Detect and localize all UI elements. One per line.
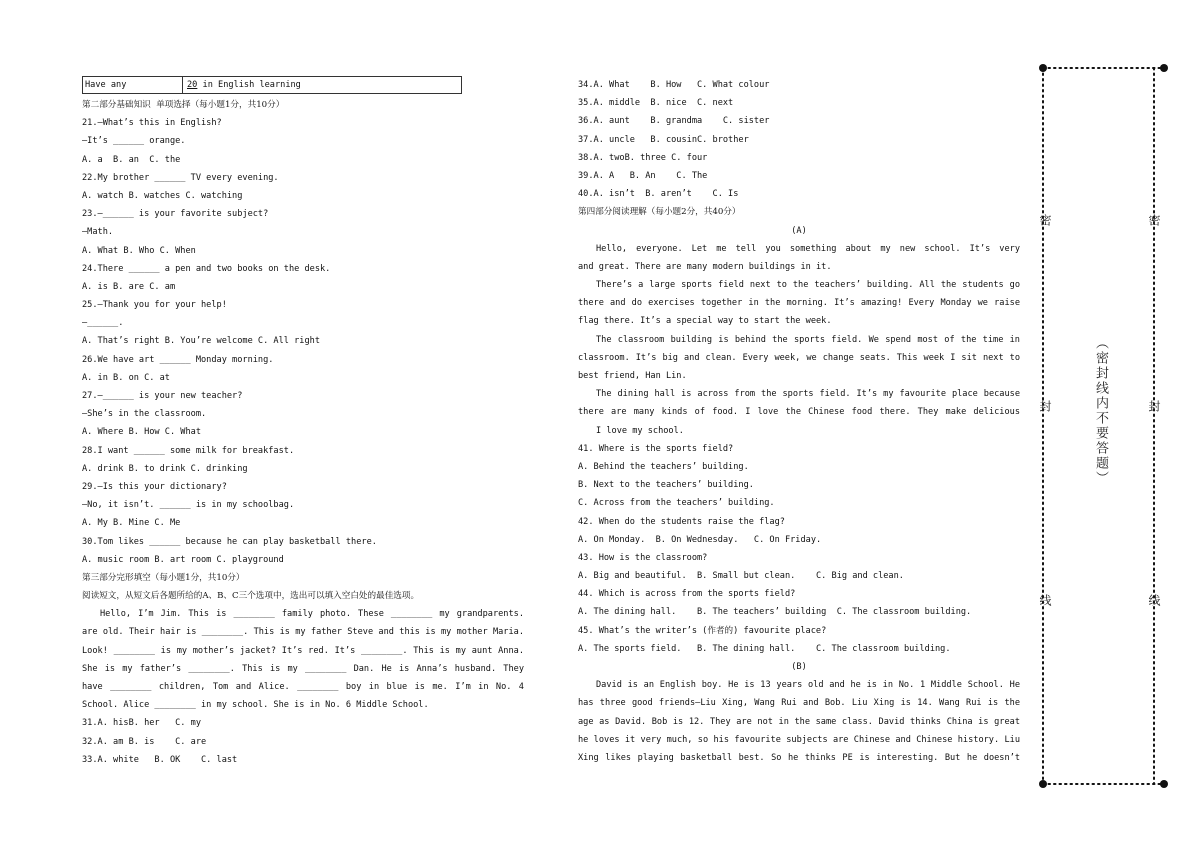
text-line: A. drink B. to drink C. drinking xyxy=(82,463,248,474)
text-line: A. Behind the teachers’ building. xyxy=(578,461,749,472)
text-line: 39.A. A B. An C. The xyxy=(578,170,708,181)
text-line: A. My B. Mine C. Me xyxy=(82,518,181,529)
corner-dot xyxy=(1160,780,1168,788)
top-table-cell-2-text: in English learning xyxy=(197,80,301,90)
text-line: classroom. It’s big and clean. Every week, we change seats. This week I sit next to xyxy=(578,352,1020,363)
text-line: 35.A. middle B. nice C. next xyxy=(578,98,734,109)
text-line: A. What B. Who C. When xyxy=(82,245,196,256)
text-line: 32.A. am B. is C. are xyxy=(82,736,207,747)
text-line: The classroom building is behind the sports field. We spend most of the time in xyxy=(596,334,1020,345)
blank-answer: 20 xyxy=(187,80,198,90)
text-line: She is my father’s ________. This is my ________ Dan. He is Anna’s husband. They xyxy=(82,663,524,674)
text-line: I love my school. xyxy=(596,425,684,436)
text-line: 第四部分阅读理解（每小题2分，共40分） xyxy=(578,207,741,218)
text-line: 30.Tom likes ______ because he can play basketball there. xyxy=(82,536,377,547)
text-line: C. Across from the teachers’ building. xyxy=(578,498,775,509)
text-line: B. Next to the teachers’ building. xyxy=(578,480,754,491)
text-line: A. is B. are C. am xyxy=(82,281,176,292)
text-line: Hello, I’m Jim. This is ________ family photo. These ________ my grandparents. xyxy=(100,609,524,620)
text-line: (A) xyxy=(791,225,807,236)
seal-char-outer-bottom: 线 xyxy=(1038,594,1052,608)
text-line: A. The dining hall. B. The teachers’ building C. The classroom building. xyxy=(578,607,972,618)
text-line: A. That’s right B. You’re welcome C. All right xyxy=(82,336,320,347)
text-line: —______. xyxy=(82,318,124,329)
text-line: 31.A. hisB. her C. my xyxy=(82,718,201,729)
text-line: A. The sports field. B. The dining hall. C. The classroom building. xyxy=(578,643,951,654)
text-line: 38.A. twoB. three C. four xyxy=(578,152,708,163)
text-line: 37.A. uncle B. cousinC. brother xyxy=(578,134,749,145)
text-line: 42. When do the students raise the flag? xyxy=(578,516,785,527)
left-column xyxy=(82,76,524,769)
text-line: A. in B. on C. at xyxy=(82,372,170,383)
text-line: —It’s ______ orange. xyxy=(82,136,186,147)
corner-dot xyxy=(1039,64,1047,72)
text-line: are old. Their hair is ________. This is my father Steve and this is my mother Maria. xyxy=(82,627,524,638)
text-line: age as David. Bob is 12. They are not in the same class. David thinks China is great xyxy=(578,716,1020,727)
text-line: A. a B. an C. the xyxy=(82,154,181,165)
binding-margin xyxy=(1036,60,1176,790)
text-line: 41. Where is the sports field? xyxy=(578,443,734,454)
text-line: he loves it very much, so his favourite subjects are Chinese and Chinese history. Liu xyxy=(578,734,1020,745)
text-line: David is an English boy. He is 13 years old and he is in No. 1 Middle School. He xyxy=(596,680,1020,691)
text-line: Xing likes playing basketball best. So he thinks PE is interesting. But he doesn’t xyxy=(578,752,1020,763)
text-line: 45. What’s the writer’s (作者的) favourite place? xyxy=(578,625,827,636)
text-line: have ________ children, Tom and Alice. ________ boy in blue is me. I’m in No. 4 xyxy=(82,682,524,692)
text-line: 阅读短文，从短文后各题所给的A、B、C三个选项中，选出可以填入空白处的最佳选项。 xyxy=(82,591,420,602)
text-line: 36.A. aunt B. grandma C. sister xyxy=(578,116,770,127)
seal-char-inner-bottom: 线 xyxy=(1147,594,1161,608)
seal-char-inner-mid: 封 xyxy=(1147,400,1161,414)
text-line: Hello, everyone. Let me tell you something about my new school. It’s very xyxy=(596,243,1020,254)
right-column xyxy=(578,76,1020,767)
text-line: 22.My brother ______ TV every evening. xyxy=(82,172,279,183)
seal-note: （密封线内不要答题） xyxy=(1093,336,1108,486)
text-line: (B) xyxy=(791,662,807,672)
text-line: 43. How is the classroom? xyxy=(578,552,708,563)
seal-char-outer-top: 密 xyxy=(1038,214,1052,228)
text-line: A. music room B. art room C. playground xyxy=(82,554,284,565)
right-question-lines xyxy=(578,76,1020,767)
text-line: best friend, Han Lin. xyxy=(578,371,687,381)
text-line: School. Alice ________ in my school. She is in No. 6 Middle School. xyxy=(82,700,429,711)
text-line: —Math. xyxy=(82,227,114,238)
text-line: 29.—Is this your dictionary? xyxy=(82,481,227,492)
text-line: 25.—Thank you for your help! xyxy=(82,300,227,311)
text-line: 23.—______ is your favorite subject? xyxy=(82,209,269,220)
text-line: A. On Monday. B. On Wednesday. C. On Friday. xyxy=(578,534,822,545)
text-line: A. Where B. How C. What xyxy=(82,427,201,438)
top-table xyxy=(82,76,462,94)
text-line: 34.A. What B. How C. What colour xyxy=(578,80,770,90)
corner-dot xyxy=(1039,780,1047,788)
text-line: 40.A. isn’t B. aren’t C. Is xyxy=(578,189,739,200)
text-line: There’s a large sports field next to the teachers’ building. All the students go xyxy=(596,280,1020,291)
top-table-cell-1: Have any xyxy=(83,77,183,93)
text-line: there are many kinds of food. I love the Chinese food there. They make delicious xyxy=(578,407,1020,418)
text-line: and great. There are many modern buildings in it. xyxy=(578,261,832,272)
text-line: has three good friends—Liu Xing, Wang Rui and Bob. Liu Xing is 14. Wang Rui is the xyxy=(578,698,1020,709)
text-line: 21.—What’s this in English? xyxy=(82,118,222,129)
text-line: A. Big and beautiful. B. Small but clean. C. Big and clean. xyxy=(578,571,904,582)
seal-char-inner-top: 密 xyxy=(1147,214,1161,228)
text-line: 第二部分基础知识 单项选择（每小题1分，共10分） xyxy=(82,100,285,110)
corner-dot xyxy=(1160,64,1168,72)
text-line: The dining hall is across from the sports field. It’s my favourite place because xyxy=(596,389,1020,400)
text-line: 第三部分完形填空（每小题1分，共10分） xyxy=(82,572,245,583)
left-question-lines xyxy=(82,96,524,769)
text-line: 27.—______ is your new teacher? xyxy=(82,391,243,401)
text-line: 24.There ______ a pen and two books on the desk. xyxy=(82,263,331,274)
text-line: flag there. It’s a special way to start the week. xyxy=(578,316,832,327)
text-line: there and do exercises together in the morning. It’s amazing! Every Monday we raise xyxy=(578,298,1020,309)
text-line: 44. Which is across from the sports field? xyxy=(578,589,796,600)
top-table-cell-2 xyxy=(183,77,461,93)
text-line: Look! ________ is my mother’s jacket? It’s red. It’s ________. This is my aunt Anna. xyxy=(82,645,524,656)
text-line: 33.A. white B. OK C. last xyxy=(82,754,238,765)
text-line: —No, it isn’t. ______ is in my schoolbag. xyxy=(82,500,295,511)
text-line: 28.I want ______ some milk for breakfast. xyxy=(82,445,295,456)
text-line: —She’s in the classroom. xyxy=(82,409,207,420)
seal-char-outer-mid: 封 xyxy=(1038,400,1052,414)
text-line: 26.We have art ______ Monday morning. xyxy=(82,354,274,365)
text-line: A. watch B. watches C. watching xyxy=(82,190,243,201)
